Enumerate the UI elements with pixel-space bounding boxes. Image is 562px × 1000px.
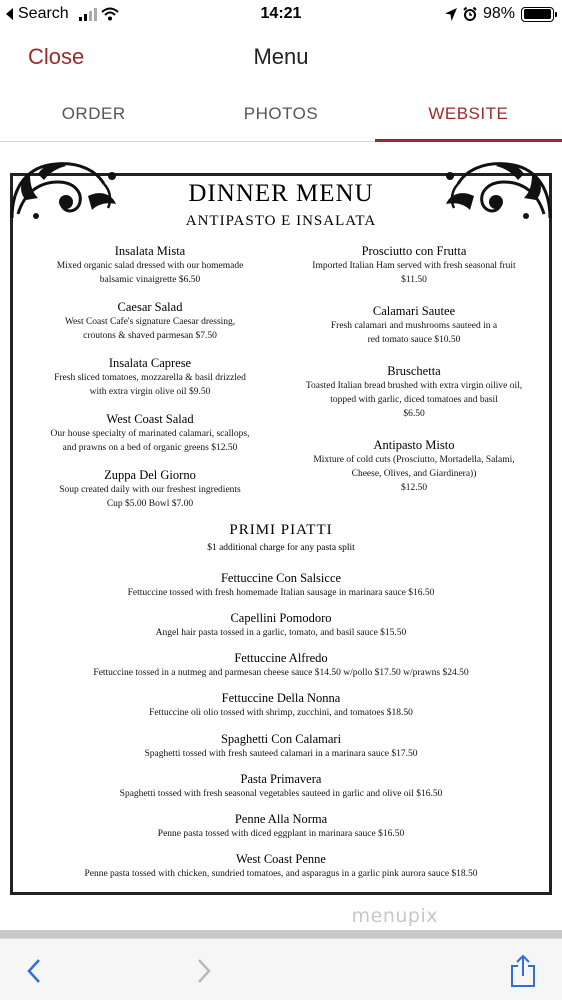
menu-item — [20, 243, 280, 287]
menu-item — [20, 650, 542, 680]
item-name: Capellini Pomodoro — [230, 611, 332, 625]
item-description: Fresh sliced tomatoes, mozzarella & basil drizzled — [54, 373, 246, 383]
item-name: Insalata Caprese — [108, 356, 192, 370]
menu-item — [20, 771, 542, 801]
item-price: $11.50 — [401, 275, 427, 285]
page-title: Menu — [253, 44, 309, 69]
item-description: Soup created daily with our freshest ingredients — [59, 485, 241, 495]
item-description: Fettuccine tossed with fresh homemade Italian sausage in marinara sauce $16.50 — [127, 588, 435, 598]
section-note: $1 additional charge for any pasta split — [207, 543, 355, 553]
item-name: Bruschetta — [387, 364, 441, 378]
menu-title: DINNER MENU — [188, 180, 374, 207]
item-description: Spaghetti tossed with fresh seasonal vegetables sauteed in garlic and olive oil $16.50 — [119, 789, 443, 799]
close-button[interactable]: Close — [28, 44, 85, 69]
menu-item — [20, 570, 542, 600]
item-description: and prawns on a bed of organic greens $12.50 — [62, 443, 238, 453]
item-description: balsamic vinaigrette $6.50 — [99, 275, 201, 285]
chevron-right-icon — [196, 958, 212, 984]
item-name: Penne Alla Norma — [234, 812, 328, 826]
menu-item — [20, 355, 280, 399]
item-description: Mixture of cold cuts (Prosciutto, Mortadella, Salami, — [313, 455, 515, 465]
item-description: with extra virgin olive oil $9.50 — [89, 387, 211, 397]
tab-photos[interactable]: PHOTOS — [243, 104, 319, 123]
status-bar — [0, 0, 562, 28]
back-button[interactable] — [16, 953, 52, 989]
status-time: 14:21 — [260, 5, 302, 22]
primi-section-header — [0, 522, 562, 553]
item-name: Fettuccine Con Salsicce — [220, 571, 342, 585]
item-price: $6.50 — [403, 409, 425, 419]
item-description: Penne pasta tossed with diced eggplant in marinara sauce $16.50 — [157, 829, 405, 839]
item-name: Zuppa Del Giorno — [104, 468, 196, 482]
menu-item — [20, 731, 542, 761]
item-description: West Coast Cafe's signature Caesar dressing, — [64, 317, 236, 327]
menu-item — [282, 243, 546, 287]
menu-item — [20, 851, 542, 881]
menu-item — [20, 610, 542, 640]
section-title: PRIMI PIATTI — [229, 522, 333, 538]
item-name: Spaghetti Con Calamari — [220, 732, 342, 746]
item-name: Fettuccine Alfredo — [234, 651, 328, 665]
tab-bar — [0, 88, 562, 142]
item-description: Fresh calamari and mushrooms sauteed in a — [330, 321, 498, 331]
menu-item — [282, 303, 546, 347]
location-arrow-icon — [445, 8, 457, 21]
item-description: Spaghetti tossed with fresh sauteed calamari in a marinara sauce $17.50 — [144, 749, 418, 759]
item-description: Cheese, Olives, and Giardinera)) — [351, 469, 477, 479]
tab-order[interactable]: ORDER — [61, 104, 126, 123]
battery-icon — [521, 7, 554, 22]
menu-item — [282, 437, 546, 495]
item-description: Imported Italian Ham served with fresh seasonal fruit — [312, 261, 516, 271]
item-description: Angel hair pasta tossed in a garlic, tomato, and basil sauce $15.50 — [155, 628, 407, 638]
item-description: Cup $5.00 Bowl $7.00 — [106, 499, 194, 509]
menu-item — [20, 411, 280, 455]
item-name: Pasta Primavera — [240, 772, 322, 786]
share-button[interactable] — [505, 953, 541, 989]
back-app-label: Search — [18, 5, 69, 22]
battery-percent: 98% — [482, 5, 515, 22]
item-description: Our house specialty of marinated calamari, scallops, — [50, 429, 250, 439]
item-description: Fettuccine oli olio tossed with shrimp, zucchini, and tomatoes $18.50 — [149, 708, 413, 718]
item-name: West Coast Salad — [106, 412, 194, 426]
forward-button[interactable] — [186, 953, 222, 989]
chevron-left-icon — [26, 958, 42, 984]
item-description: Penne pasta tossed with chicken, sundried tomatoes, and asparagus in a garlic pink aurora sauce $18.50 — [84, 869, 478, 879]
item-name: Fettuccine Della Nonna — [221, 691, 341, 705]
menu-item — [20, 467, 280, 511]
bottom-toolbar — [0, 938, 562, 1000]
menu-item — [20, 299, 280, 343]
share-icon — [509, 954, 537, 988]
menu-subtitle: ANTIPASTO E INSALATA — [185, 213, 377, 229]
item-name: West Coast Penne — [236, 852, 326, 866]
watermark: menupix — [351, 905, 438, 927]
item-name: Prosciutto con Frutta — [361, 244, 467, 258]
menu-item — [20, 811, 542, 841]
menu-item — [282, 363, 546, 421]
item-description: Mixed organic salad dressed with our homemade — [56, 261, 244, 271]
item-price: $12.50 — [400, 483, 428, 493]
item-name: Caesar Salad — [117, 300, 183, 314]
item-name: Antipasto Misto — [373, 438, 455, 452]
item-name: Calamari Sautee — [372, 304, 456, 318]
item-description: Toasted Italian bread brushed with extra virgin oilive oil, — [305, 381, 523, 391]
item-description: croutons & shaved parmesan $7.50 — [83, 331, 217, 341]
item-name: Insalata Mista — [114, 244, 186, 258]
menu-image[interactable] — [0, 143, 562, 930]
toolbar-divider — [0, 930, 562, 938]
item-description: red tomato sauce $10.50 — [367, 335, 461, 345]
tab-website[interactable]: WEBSITE — [375, 88, 562, 141]
item-description: Fettuccine tossed in a nutmeg and parmesan cheese sauce $14.50 w/pollo $17.50 w/prawns $24.50 — [93, 668, 469, 678]
menu-item — [20, 690, 542, 720]
navigation-bar — [0, 28, 562, 88]
item-description: topped with garlic, diced tomatoes and basil — [330, 395, 498, 405]
alarm-clock-icon — [463, 7, 477, 21]
